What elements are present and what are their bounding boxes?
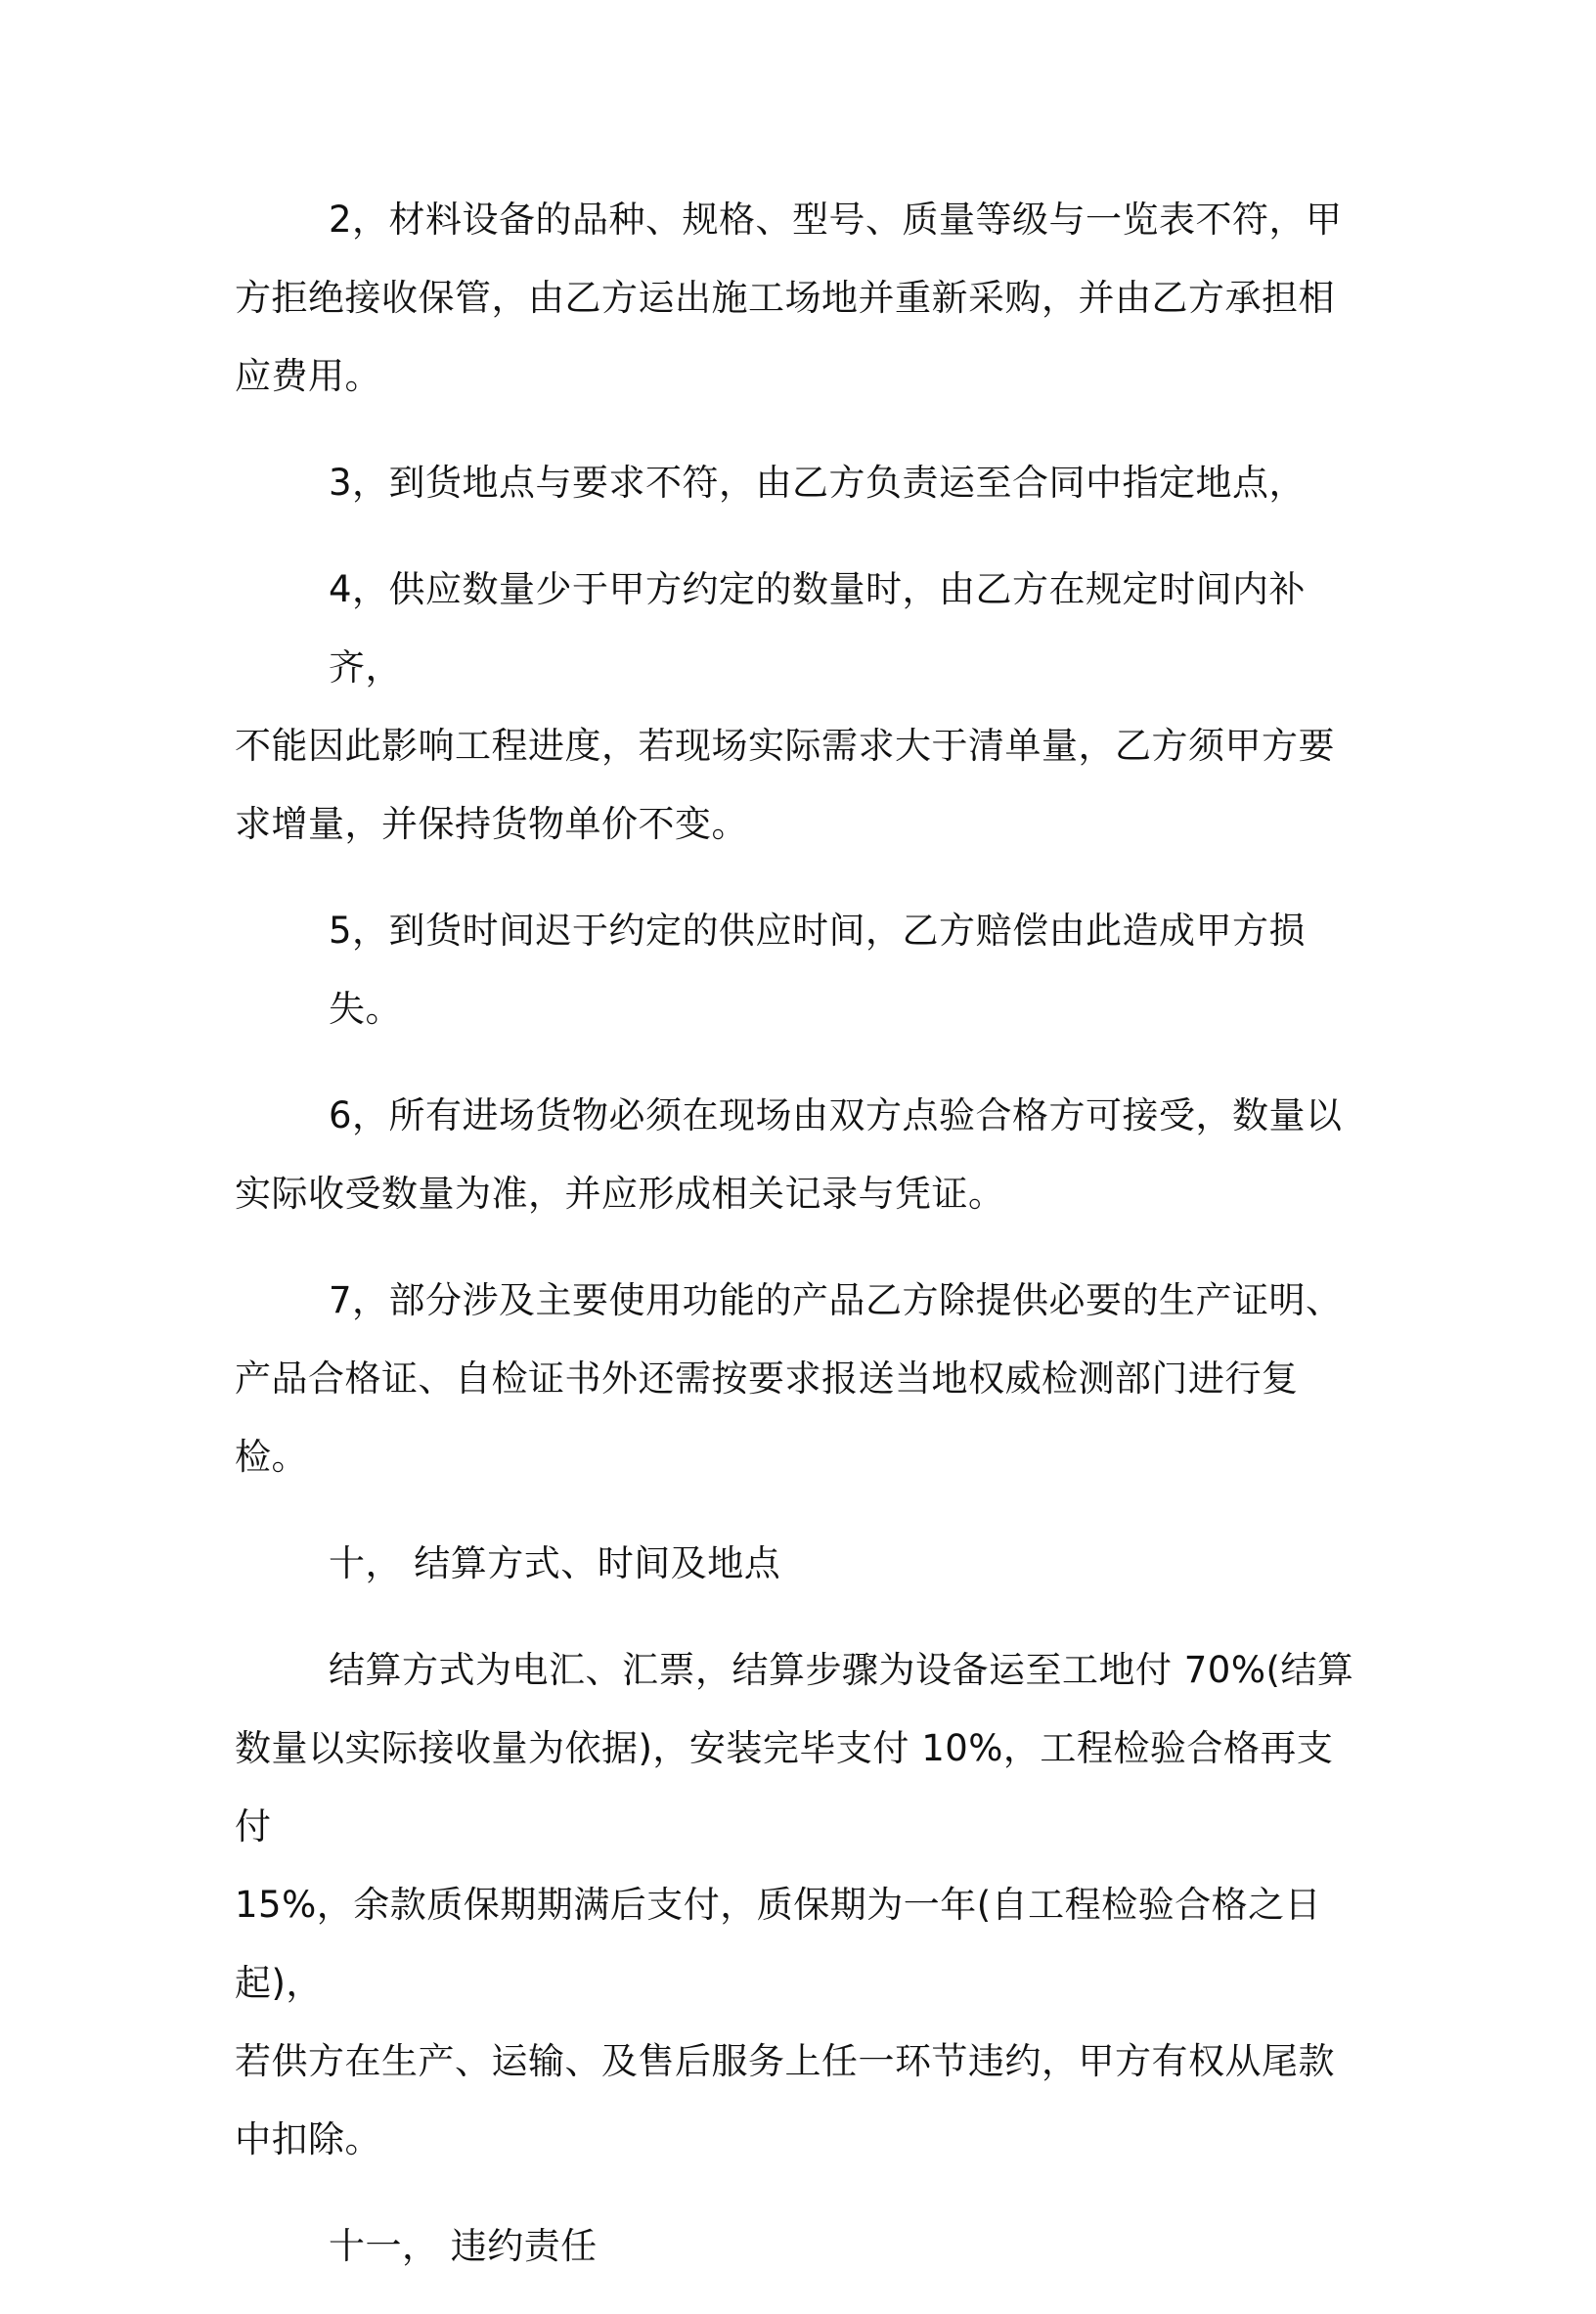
- section-10-body-line-1: 结算方式为电汇、汇票，结算步骤为设备运至工地付 70%(结算: [329, 1649, 1354, 1691]
- section-10-title-line: 十， 结算方式、时间及地点: [329, 1542, 781, 1584]
- clause-7-line-1: 7，部分涉及主要使用功能的产品乙方除提供必要的生产证明、: [329, 1279, 1343, 1321]
- document-body: [235, 181, 1359, 2314]
- clause-2-line-1: 2，材料设备的品种、规格、型号、质量等级与一览表不符，甲: [329, 199, 1343, 241]
- clause-5: [235, 892, 1359, 1048]
- clause-2: [235, 181, 1359, 416]
- section-10-body-line-4: 若供方在生产、运输、及售后服务上任一环节违约，甲方有权从尾款: [235, 2040, 1335, 2082]
- clause-4-line-1: 4，供应数量少于甲方约定的数量时，由乙方在规定时间内补齐，: [329, 568, 1307, 689]
- section-10-body-line-3: 15%，余款质保期期满后支付，质保期为一年(自工程检验合格之日起)，: [235, 1884, 1322, 2004]
- clause-2-line-2: 方拒绝接收保管，由乙方运出施工场地并重新采购，并由乙方承担相: [235, 277, 1335, 319]
- section-11-title: [235, 2207, 1359, 2286]
- clause-4-line-2: 不能因此影响工程进度，若现场实际需求大于清单量，乙方须甲方要: [235, 725, 1335, 767]
- clause-6-line-1: 6，所有进场货物必须在现场由双方点验合格方可接受，数量以: [329, 1094, 1343, 1136]
- clause-3: [235, 444, 1359, 522]
- clause-5-line-1: 5，到货时间迟于约定的供应时间，乙方赔偿由此造成甲方损失。: [329, 910, 1307, 1030]
- section-10-body-line-2: 数量以实际接收量为依据)，安装完毕支付 10%，工程检验合格再支付: [235, 1727, 1334, 1847]
- section-11-title-line: 十一， 违约责任: [329, 2225, 598, 2267]
- clause-4-line-3: 求增量，并保持货物单价不变。: [235, 803, 748, 845]
- section-10-title: [235, 1525, 1359, 1603]
- clause-4: [235, 551, 1359, 864]
- clause-7: [235, 1262, 1359, 1496]
- clause-7-line-2: 产品合格证、自检证书外还需按要求报送当地权威检测部门进行复检。: [235, 1357, 1299, 1478]
- clause-2-line-3: 应费用。: [235, 355, 381, 397]
- section-10-body-line-5: 中扣除。: [235, 2118, 381, 2160]
- section-10-body: [235, 1631, 1359, 2179]
- clause-6-line-2: 实际收受数量为准，并应形成相关记录与凭证。: [235, 1173, 1005, 1215]
- clause-6: [235, 1077, 1359, 1233]
- clause-3-line-1: 3，到货地点与要求不符，由乙方负责运至合同中指定地点，: [329, 462, 1307, 504]
